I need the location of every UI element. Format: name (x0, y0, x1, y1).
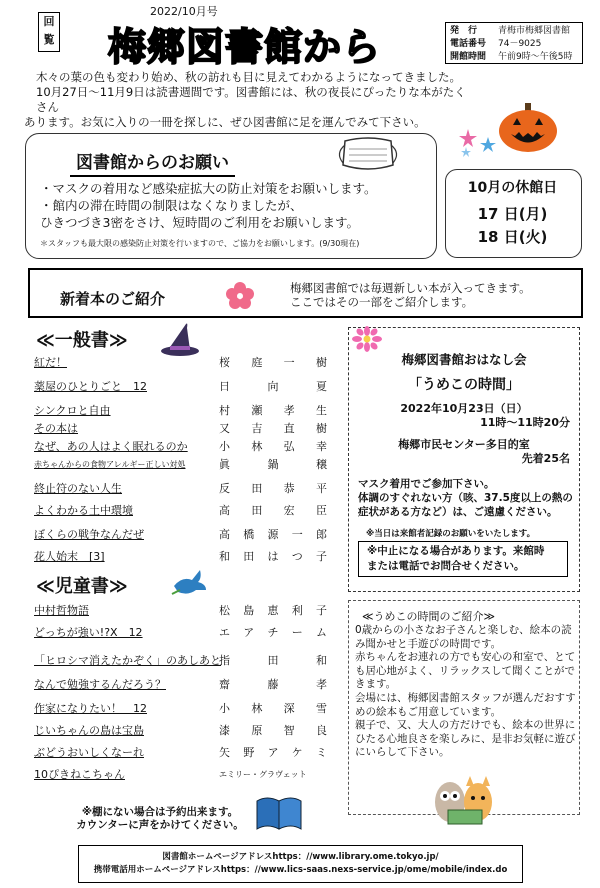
book-author: 高橋源一郎 (219, 528, 327, 541)
story-time-title: 梅郷図書館おはなし会 (401, 352, 527, 367)
book-title[interactable]: 紅だ！ (34, 356, 67, 369)
closed-day: 17 日(月) (477, 205, 548, 223)
story-time-warning: ※中止になる場合があります。来館時 または電話でお問合せください。 (358, 541, 568, 577)
children-books-heading: ≪児童書≫ (36, 576, 128, 597)
book-row (34, 548, 334, 566)
book-author: 桜庭一樹 (219, 356, 327, 369)
owl-and-cat-reading-icon (430, 772, 500, 828)
story-time-capacity: 先着25名 (521, 452, 570, 465)
story-time-intro-title: ≪うめこの時間のご紹介≫ (362, 610, 496, 623)
book-author: 漆原智良 (219, 724, 327, 737)
book-author: 和田はつ子 (219, 550, 327, 563)
plum-flower-icon (225, 281, 255, 311)
book-title[interactable]: シンクロと自由 (34, 404, 111, 417)
book-row (34, 438, 334, 456)
book-author: 又吉直樹 (219, 422, 327, 435)
book-title[interactable]: 花人始末 [3] (34, 550, 105, 563)
book-title[interactable]: 薬屋のひとりごと 12 (34, 380, 147, 393)
story-time-time: 11時～11時20分 (480, 416, 570, 429)
book-author: 矢野アケミ (219, 746, 327, 759)
kairan-stamp: 回 覧 (38, 12, 60, 52)
book-row (34, 526, 334, 544)
request-note: ＊スタッフも最大限の感染防止対策を行いますので、ご協力をお願いします。(9/30現在) (40, 239, 360, 248)
mobile-homepage-url[interactable]: 携帯電話用ホームページアドレスhttps：//www.lics-saas.nexs-service.jp/ome/mobile/index.do (93, 865, 508, 875)
book-row (34, 456, 334, 474)
book-title[interactable]: よくわかる土中環境 (34, 504, 133, 517)
book-title[interactable]: どっちが強い!?X 12 (34, 626, 143, 639)
intro-text: 木々の葉の色も変わり始め、秋の訪れも目に見えてわかるようになってきました。 10月27日～11月9日は読書週間です。図書館には、秋の夜長にぴったりな本がたくさん あります。お気に入りの一冊を探しに、ぜひ図書館に足を運んでみて下さい。 (24, 70, 466, 129)
homepage-url[interactable]: 図書館ホームページアドレスhttps：//www.library.ome.tokyo.jp/ (162, 852, 439, 862)
book-author: エミリー・グラヴェット (219, 770, 307, 779)
book-title[interactable]: 終止符のない人生 (34, 482, 122, 495)
book-title[interactable]: 中村哲物語 (34, 604, 89, 617)
book-row (34, 378, 334, 396)
new-books-desc: 梅郷図書館では毎週新しい本が入ってきます。 ここではその一部をご紹介します。 (290, 281, 531, 309)
pink-flower-icon (352, 326, 382, 352)
book-row (34, 502, 334, 520)
book-author: 反田恭平 (219, 482, 327, 495)
book-row (34, 700, 334, 718)
book-title[interactable]: なぜ、あの人はよく眠れるのか (34, 440, 188, 453)
book-row (34, 744, 334, 762)
book-row (34, 652, 334, 670)
book-title[interactable]: ぼくらの戦争なんだぜ (34, 528, 144, 541)
story-time-date: 2022年10月23日（日） (400, 402, 528, 415)
book-author: 松島恵利子 (219, 604, 327, 617)
dove-icon (170, 568, 208, 598)
reservation-note: ※棚にない場合は予約出来ます。 カウンターに声をかけてください。 (76, 806, 244, 831)
book-row (34, 624, 334, 642)
book-icon (255, 795, 303, 831)
book-author: 指田和 (219, 654, 327, 667)
book-row (34, 766, 334, 784)
story-time-note: ※当日は来館者記録のお願いをいたします。 (366, 529, 536, 539)
book-title[interactable]: 「ヒロシマ消えたかぞく」のあしあと (34, 654, 221, 667)
story-time-place: 梅郷市民センター多目的室 (398, 438, 530, 451)
book-title[interactable]: その本は (34, 422, 78, 435)
closed-days-title: 10月の休館日 (467, 180, 558, 196)
book-row (34, 402, 334, 420)
closed-day: 18 日(火) (477, 228, 548, 246)
book-row (34, 676, 334, 694)
book-author: 高田宏臣 (219, 504, 327, 517)
story-time-body: マスク着用でご参加下さい。 体調のすぐれない方（咳、37.5度以上の熱の症状がある方など）は、ご遠慮ください。 (358, 478, 573, 518)
story-time-subtitle: 「うめこの時間」 (408, 377, 520, 393)
book-row (34, 354, 334, 372)
book-title[interactable]: ぶどうおいしくなーれ (34, 746, 144, 759)
book-author: 小林深雪 (219, 702, 327, 715)
book-row (34, 420, 334, 438)
book-row (34, 602, 334, 620)
book-row (34, 722, 334, 740)
book-title[interactable]: 作家になりたい！ 12 (34, 702, 147, 715)
footer-urls (78, 845, 523, 883)
story-time-intro-text: 0歳からの小さなお子さんと楽しむ、絵本の読み聞かせと手遊びの時間です。 赤ちゃんをお連れの方でも安心の和室で、とても居心地がよく、リラックスして聞くことができます。 会場には、梅郷図書館スタッフが選んだおすすめの絵本もご用意しています。 親子で、又、大人の方だけでも、絵本の世界にひたる心地良さを楽しみに、是非お気軽に遊びにいらして下さい。 (355, 624, 576, 759)
book-author: エアチーム (219, 626, 327, 639)
book-title[interactable]: なんで勉強するんだろう？ (34, 678, 166, 691)
book-author: 小林弘幸 (219, 440, 327, 453)
newsletter-title: 梅郷図書館から (108, 25, 382, 69)
face-mask-icon (333, 135, 403, 175)
book-author: 齋藤孝 (219, 678, 327, 691)
new-books-title: 新着本のご紹介 (60, 290, 166, 308)
book-author: 眞鍋穣 (219, 458, 327, 471)
general-books-heading: ≪一般書≫ (36, 330, 128, 351)
book-title[interactable]: 赤ちゃんからの食物アレルギー正しい対処 (34, 460, 186, 469)
book-author: 日向夏 (219, 380, 327, 393)
book-row (34, 480, 334, 498)
issue-label: 2022/10月号 (150, 5, 218, 18)
book-author: 村瀬孝生 (219, 404, 327, 417)
library-info-box: 発 行 青梅市梅郷図書館 電話番号 74－9025 開館時間 午前9時～午後5時 (445, 22, 583, 64)
request-title: 図書館からのお願い (70, 148, 235, 177)
pumpkin-icon (497, 101, 559, 153)
book-title[interactable]: じいちゃんの島は宝島 (34, 724, 144, 737)
book-title[interactable]: 10ぴきねこちゃん (34, 768, 125, 781)
request-text: ・マスクの着用など感染症拡大の防止対策をお願いします。 ・館内の滞在時間の制限はなくなりましたが、 ひきつづき3密をさけ、短時間のご利用をお願いします。 (40, 181, 377, 230)
